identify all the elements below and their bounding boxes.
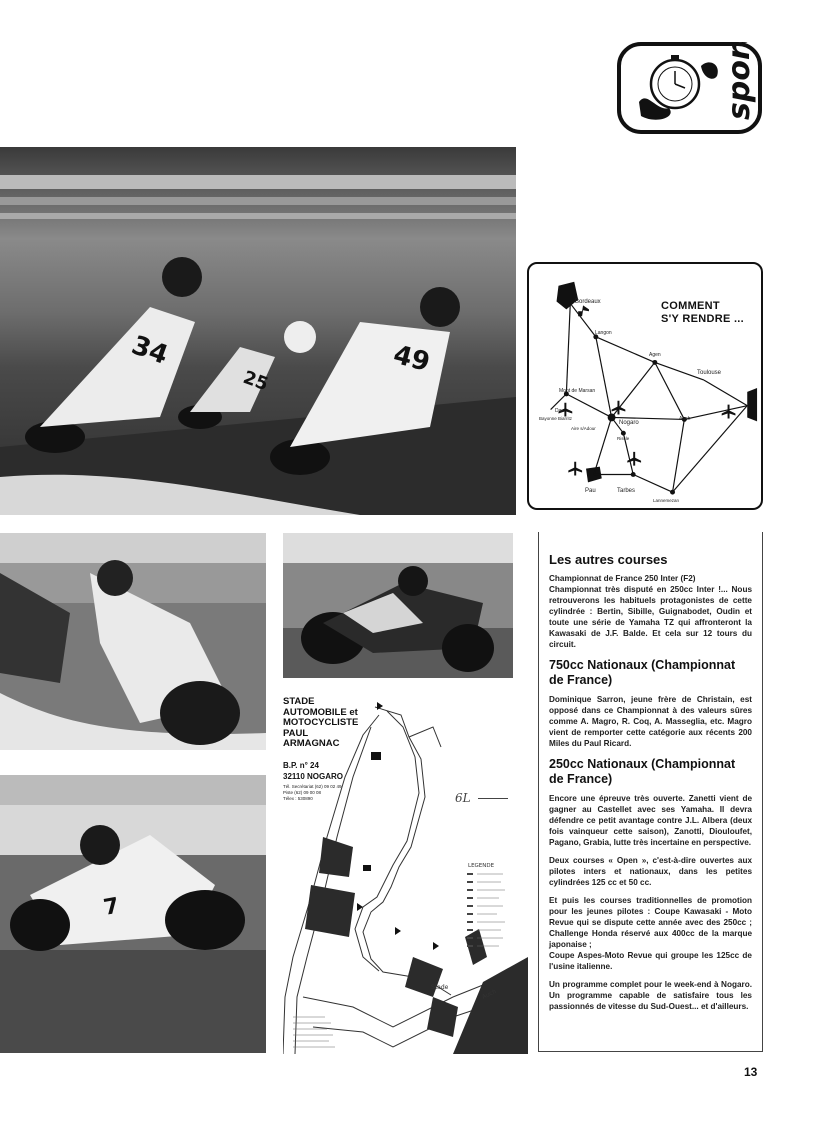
section5-text: Et puis les courses traditionnelles de promotion pour les jeunes pilotes : Coupe Kawasaki - Moto Revue qui se dispute cette année avec des 250cc ; Challenge Honda réservé aux 400cc de la marque japonaise ; xyxy=(549,896,752,949)
circuit-name xyxy=(283,697,383,750)
city-label: Bayonne Biarritz xyxy=(539,416,573,421)
city-label: Pau xyxy=(585,488,596,494)
section2-text: Dominique Sarron, jeune frère de Christain, est opposé dans ce Championnat à des valeurs sûres comme A. Magro, R. Coq, A. Masseglia, etc. Magro vient de remporter cette catégorie aux récents 200 Miles du Paul Ricard. xyxy=(549,695,752,748)
circuit-name-line: PAUL xyxy=(283,727,309,739)
sport-logo xyxy=(617,42,762,134)
legend-title: LEGENDE xyxy=(468,863,495,869)
city-label: Riscle xyxy=(617,436,630,441)
sport-logo-text: sport xyxy=(722,42,757,120)
section5b-text: Coupe Aspes-Moto Revue qui groupe les 125cc de l'usine italienne. xyxy=(549,951,752,971)
section3-text: Encore une épreuve très ouverte. Zanetti vient de gagner au Castellet avec ses Yamaha. Il devra défendre ce petit avantage contre J.L. Albera (deux fois vainqueur cette saison), Zanotti, Diouloufet, Pagano, Grabia, lutte très incertaine en perspective. xyxy=(549,794,752,847)
section6-text: Un programme complet pour le week-end à Nogaro. Un programme capable de satisfaire tous les passionnés de vitesse du Sud-Ouest... et d'ailleurs. xyxy=(549,980,752,1011)
route-map-title-line2: S'Y RENDRE ... xyxy=(661,313,745,325)
city-label: Toulouse xyxy=(697,370,722,376)
section3-heading: 250cc Nationaux (Championnat de France) xyxy=(549,757,736,786)
route-map-title xyxy=(661,300,744,326)
route-map-title-line1: COMMENT xyxy=(661,300,720,312)
circuit-name-line: ARMAGNAC xyxy=(283,738,340,749)
city-label: Agen xyxy=(649,352,661,358)
city-label: Lannemezan xyxy=(653,498,680,503)
section2-heading: 750cc Nationaux (Championnat de France) xyxy=(549,658,736,687)
handwritten-note-text: 6L xyxy=(455,791,471,805)
rider-number-7: 7 xyxy=(101,893,122,921)
city-label: Mont de Marsan xyxy=(559,388,596,394)
circuit-name-line: MOTOCYCLISTE xyxy=(283,717,359,728)
circuit-address xyxy=(283,760,383,782)
circuit-name-line: AUTOMOBILE et xyxy=(283,706,358,718)
page-number: 13 xyxy=(744,1065,758,1079)
circuit-name-line: STADE xyxy=(283,696,315,707)
city-label: Tarbes xyxy=(617,488,636,494)
city-label: Dax xyxy=(555,408,564,414)
rider-number-34: 34 xyxy=(127,330,172,371)
section4-text: Deux courses « Open », c'est-à-dire ouvertes aux pilotes inters et nationaux, dans les petites cylindrées 125 cc et 50 cc. xyxy=(549,856,752,887)
racing-photo-bottom xyxy=(0,775,266,1053)
circuit-po-box: B.P. n° 24 xyxy=(283,761,319,770)
city-label: Auch xyxy=(679,416,691,422)
circuit-telephone xyxy=(283,784,383,802)
road-label: Auch xyxy=(480,988,498,1001)
tel-secretariat: Tél. Secrétariat (62) 09 02 49 xyxy=(283,784,342,789)
racing-photo-center xyxy=(283,533,513,678)
tel-piste: Piste (62) 09 00 08 xyxy=(283,790,322,795)
rider-number-25: 25 xyxy=(240,366,272,396)
section1-subtitle: Championnat de France 250 Inter (F2) xyxy=(549,574,696,583)
handwritten-note xyxy=(455,791,508,805)
article-column xyxy=(538,532,763,1052)
rider-number-49: 49 xyxy=(390,339,433,379)
racing-photo-left xyxy=(0,533,266,750)
article-heading: Les autres courses xyxy=(549,552,668,567)
route-map xyxy=(527,262,763,510)
city-label: Bordeaux xyxy=(575,299,601,305)
main-racing-photo xyxy=(0,147,516,515)
city-label: Langon xyxy=(595,330,612,336)
circuit-postal: 32110 NOGARO xyxy=(283,772,344,781)
city-label: Nogaro xyxy=(619,420,639,426)
telex: Télex : 530890 xyxy=(283,796,313,801)
stade-label: Stade xyxy=(431,984,449,991)
circuit-map xyxy=(283,697,528,1054)
section1-text: Championnat très disputé en 250cc Inter !... Nous retrouverons les habituels protagonistes de cette cylindrée : Bertin, Sibille, Guignabodet, Oudin et toute une série de Yamaha TZ qui affronteront la Kawasaki de J.F. Balde. Et cela sur 12 tours du circuit. xyxy=(549,585,752,649)
city-label: Aire s/Adour xyxy=(571,426,596,431)
handwritten-underline xyxy=(478,798,508,799)
